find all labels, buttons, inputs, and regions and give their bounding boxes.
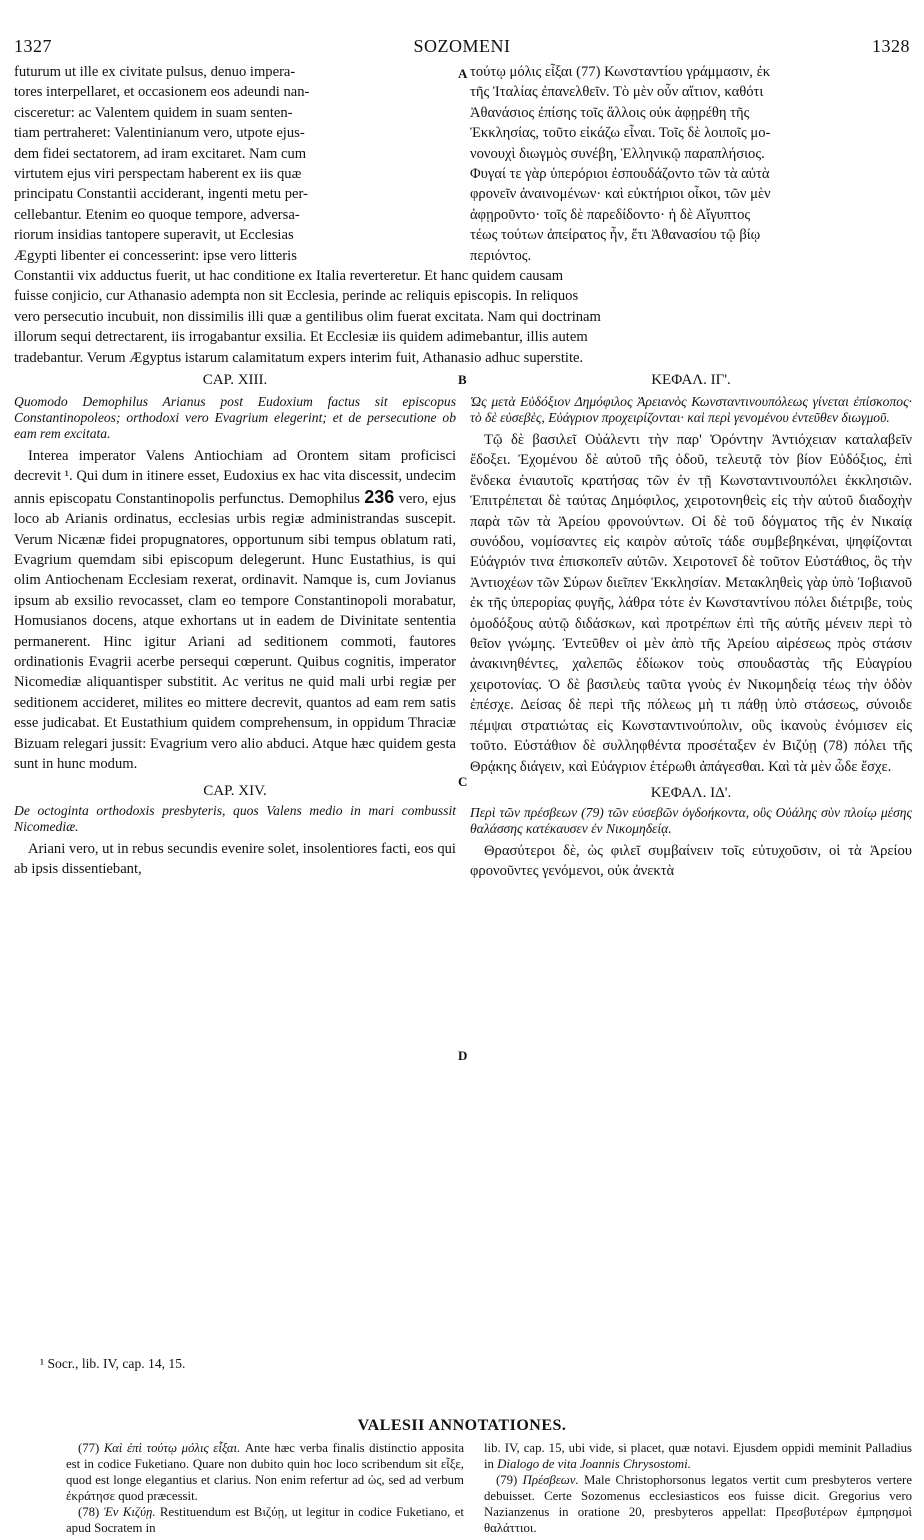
text-line: Constantii vix adductus fuerit, ut hac conditione ex Italia reverteretur. Et hanc quidem causam — [14, 268, 564, 284]
footnote: ¹ Socr., lib. IV, cap. 14, 15. — [40, 1356, 186, 1371]
chapter-13-greek-title: ΚΕΦΑΛ. ΙΓ'. — [651, 372, 731, 388]
text-line: τῆς Ἰταλίας ἐπανελθεῖν. Τὸ μὲν οὖν αἴτιον, καθότι — [470, 84, 764, 101]
note-label: (77) — [78, 1441, 100, 1455]
text-line: tradebantur. Verum Ægyptus istarum calamitatum expers interim fuit, Athanasio adhuc superstite. — [14, 349, 584, 366]
note-label: (78) — [78, 1505, 100, 1519]
annotations-right-column — [484, 1440, 912, 1536]
latin-chapters-column — [14, 370, 456, 879]
running-title: SOZOMENI — [413, 36, 511, 56]
chapter-13-greek-summary: Ὡς μετὰ Εὐδόξιον Δημόφιλος Ἀρειανὸς Κωνσταντινουπόλεως γίνεται ἐπίσκοπος· τὸ δὲ εὐσεβὲς, Εὐάγριον προχειρίζονται· καὶ περὶ γενομένου ἐντεῦθεν διωγμοῦ. — [470, 394, 912, 425]
text-line: virtutem ejus viri perspectam haberent ex iis quæ — [14, 166, 302, 183]
text-line: fuisse conjicio, cur Athanasio adempta non sit Ecclesia, perinde ac reliquis episcopis. In reliquos — [14, 288, 579, 305]
note-text: Ante hæc verba finalis distinctio apposita est in codice Fuketiano. Quare non dubito quin hoc loco scribendum sit εἶξε, quod est longe elegantius et clarius. Non enim refertur ad ὡς, sed ad verbum ἐκράτησε quod præcessit. — [66, 1441, 465, 1503]
note-lemma: Ἐν Κιζύῃ. — [103, 1505, 156, 1519]
chapter-13-latin-title: CAP. XIII. — [202, 372, 268, 388]
latin-top-column — [14, 62, 456, 266]
text-line: τέως τούτων ἀπείρατος ἦν, ἔτι Ἀθανασίου τῷ βίῳ — [470, 227, 761, 244]
text-line: Ἀθανάσιος ἐπίσης τοῖς ἄλλοις οὐκ ἀφῃρέθη τῆς — [470, 104, 750, 121]
text-line: νονουχὶ διωγμὸς συνέβη, Ἑλληνικῷ παραπλήσιος. — [470, 145, 765, 162]
text-line: Ἐκκλησίας, τοῦτο εἰκάζω εἶναι. Τοῖς δὲ λοιποῖς μο- — [470, 125, 771, 142]
latin-text-part: vero, ejus loco ab Arianis ordinatus, ecclesias urbis regiæ administrandas suscepit. Verum Nicænæ fidei propugnatores, opportunum sibi tempus oblatum rati, Evagrium quemdam sibi episcopum delegerunt. Hunc Eustathius, is qui olim Antiochenam Ecclesiam rexerat, ordinavit. Namque is, cum Jovianus ipsum ab exsilio revocasset, clam eo tempore Constantinopoli morabatur, Homusianos docens, atque exhortans ut in eadem de Divinitate sententia permanerent. Hinc igitur Ariani ad seditionem commoti, fautores ordinationis Evagrii acerbe persequi cœperunt. Quibus cognitis, imperator Nicomediæ aliquantisper substitit. Ac veritus ne quid mali urbi regiæ per seditionem accideret, milites eo mittere decrevit, quantos ad eam rem satis esse judicabat. Et Eustathium quidem comprehensum, in oppidum Thraciæ Bizuam relegari jussit: Evagrium vero alio abduci. Atque hæc quidem gesta sunt in hunc modum. — [14, 490, 456, 773]
text-line: illorum sequi detrectarent, iis irrogabantur exsilia. Et Ecclesiæ iis quidem adimebantur, illis autem — [14, 329, 588, 346]
text-line: φρονεῖν ἀναινομένων· καὶ εὐκτήριοι οἶκοι, τῶν μὲν — [470, 186, 771, 203]
text-line: futurum ut ille ex civitate pulsus, denuo impera- — [14, 64, 296, 80]
latin-text-part: Interea imperator Valens Antiochiam ad Orontem sitam proficisci decrevit ¹. Qui dum in itinere esset, Eudoxius ex hac vita discessit, undecim annis episcopatu Constantinopolis perfunctus. Demophilus — [14, 448, 456, 507]
note-italic-title: Dialogo de vita Joannis Chrysostomi. — [497, 1457, 691, 1471]
annotation-78 — [66, 1504, 464, 1536]
text-line: principatu Constantii acciderant, ingenti metu per- — [14, 186, 308, 203]
latin-full-width-paragraph — [14, 266, 912, 368]
right-page-number: 1328 — [872, 36, 910, 56]
edition-column-number: 236 — [364, 486, 395, 507]
text-line: tores interpellaret, et occasionem eos adeundi nan- — [14, 84, 310, 101]
text-line: tiam pertraheret: Valentinianum vero, utpote ejus- — [14, 125, 305, 142]
text-line: vero persecutio incubuit, non dissimilis illi quæ a gentilibus olim fuerat excitata. Nam qui doctrinam — [14, 308, 601, 325]
note-text: lib. IV, cap. 15, ubi vide, si placet, quæ notavi. Ejusdem oppidi meminit Palladius in — [484, 1441, 912, 1471]
margin-marker-a: A — [458, 66, 468, 81]
chapter-13-latin-summary: Quomodo Demophilus Arianus post Eudoxium factus sit episcopus Constantinopoleos; orthodoxi vero Evagrium elegerint; et de persecutione ob eam rem excitata. — [14, 394, 456, 441]
chapter-13-greek-text: Τῷ δὲ βασιλεῖ Οὐάλεντι τὴν παρ' Ὀρόντην Ἀντιόχειαν καταλαβεῖν ἔδοξει. Ἐχομένου δὲ αὐτοῦ τῆς ὁδοῦ, τελευτᾷ τὸν βίον Εὐδόξιος, ἐπὶ ἕνδεκα ἐνιαυτοῖς κρατήσας τῶν ἐν τῇ Κωνσταντινουπόλει ἐκκλησιῶν. Ἐπιτρέπεται δὲ ταύτας Δημόφιλος, χειροτονηθεὶς εἰς τὴν αὐτοῦ διαδοχὴν παρὰ τῶν τὰ Ἀρείου φρονούντων. Οἱ δὲ τοῦ δόγματος τῆς ἐν Νικαίᾳ συνόδου, νομίσαντες εἰς καιρὸν αὐτοῖς τάδε συμβεβηκέναι, ψηφίζονται Εὐάγριόν τινα ἐπισκοπεῖν αὐτῶν. Χειροτονεῖ δὲ τοῦτον Εὐστάθιος, ὃς τὴν Ἀντιοχέων τῶν Σύρων διεῖπεν Ἐκκλησίαν. Μετακληθεὶς γὰρ ὑπὸ Ἰοβιανοῦ ἐκ τῆς ὑπερορίας φυγῆς, λάθρα τότε ἐν Κωνσταντίνου πόλει διέτριβε, τοὺς ὁμοδόξους αὐτῷ διδάσκων, καὶ προτρέπων ἐπὶ τῆς αὐτῆς μένειν περὶ τὸ θεῖον γνώμης. Ἐντεῦθεν οἱ μὲν ἀπὸ τῆς Ἀρείου αἱρέσεως πρὸς στάσιν ἀνακινηθέντες, χαλεπῶς ἐδίωκον τοὺς σπουδαστὰς τῆς Εὐαγρίου χειροτονίας. Ὁ δὲ βασιλεὺς ταῦτα γνοὺς ἐν Νικομηδείᾳ τέως τὴν ὁδὸν ἐπέσχε. Δείσας δὲ περὶ τῆς πόλεως μὴ τι πάθῃ ὑπὸ στάσεως, σύνοιδε πέμψαι στρατιώτας εἰς Κωνσταντινούπολιν, οὓς ἱκανοὺς ἐνόμισεν εἰς τοῦτο. Εὐστάθιον δὲ συλληφθέντα προσέταξεν ἐν Βιζύῃ (78) πόλει τῆς Θρᾴκης διάγειν, καὶ Εὐάγριον ἑτέρωθι ἀπάγεσθαι. Καὶ τὰ μὲν ὧδε ἔσχε. — [470, 432, 912, 775]
chapter-14-greek-summary: Περὶ τῶν πρέσβεων (79) τῶν εὐσεβῶν ὀγδοήκοντα, οὓς Οὐάλης σὺν πλοίῳ μέσης θαλάσσης κατέκαυσεν ἐν Νικομηδείᾳ. — [470, 804, 912, 836]
chapter-14-latin-summary: De octoginta orthodoxis presbyteris, quos Valens medio in mari combussit Nicomediæ. — [14, 802, 456, 834]
note-lemma: Πρέσβεων. — [522, 1473, 579, 1487]
greek-chapters-column — [470, 370, 912, 882]
note-text: Male Christophorsonus legatos vertit cum presbyteros vertere debuisset. Certe Sozomenus ecclesiasticos eos fuisse dicit. Gregorius vero Nazianzenus in oratione 20, presbyteros appellat: Πρεσβυτέρων ἐμπρησμοὶ θαλάττιοι. — [484, 1473, 912, 1535]
annotation-79 — [484, 1472, 912, 1536]
text-line: Ægypti libenter ei concesserint: ipse vero litteris — [14, 247, 297, 264]
annotation-78-continued — [484, 1440, 912, 1472]
text-line: ἀφῃροῦντο· τοῖς δὲ παρεδίδοντο· ἡ δὲ Αἴγυπτος — [470, 206, 751, 223]
text-line: τούτῳ μόλις εἶξαι (77) Κωνσταντίου γράμμασιν, ἐκ — [470, 64, 771, 80]
chapter-14-greek-title: ΚΕΦΑΛ. ΙΔ'. — [650, 784, 732, 801]
text-line: Φυγαί τε γὰρ ὑπερόριοι ἐσπουδάζοντο τῶν τὰ αὐτὰ — [470, 166, 770, 183]
greek-top-column — [470, 62, 912, 266]
chapter-14-latin-text: Ariani vero, ut in rebus secundis evenire solet, insolentiores facti, eos qui ab ipsis dissentiebant, — [14, 840, 456, 877]
chapter-14-latin-title: CAP. XIV. — [203, 782, 267, 799]
annotations-left-column — [66, 1440, 464, 1536]
note-label: (79) — [496, 1473, 518, 1487]
text-line: περιόντος. — [470, 247, 532, 264]
text-line: cellebantur. Etenim eo quoque tempore, adversa- — [14, 206, 300, 223]
annotation-77 — [66, 1440, 464, 1504]
note-text: Restituendum est Βιζύῃ, ut legitur in codice Fuketiano, et apud Socratem in — [66, 1505, 464, 1535]
left-page-number: 1327 — [14, 36, 52, 56]
margin-marker-d: D — [458, 1048, 468, 1063]
text-line: cisceretur: ac Valentem quidem in suam senten- — [14, 104, 293, 121]
chapter-14-greek-text: Θρασύτεροι δὲ, ὡς φιλεῖ συμβαίνειν τοῖς εὐτυχοῦσιν, οἱ τὰ Ἀρείου φρονοῦντες γενόμενοι, οὐκ ἀνεκτὰ — [470, 842, 912, 880]
text-line: dem fidei sectatorem, ad iram excitaret. Nam cum — [14, 145, 307, 162]
chapter-13-latin-text — [14, 446, 456, 775]
text-line: riorum insidias tantopere superavit, ut Ecclesias — [14, 227, 294, 244]
margin-marker-b: B — [458, 372, 467, 387]
annotations-title: VALESII ANNOTATIONES. — [357, 1417, 567, 1434]
note-lemma: Καὶ ἐπὶ τούτῳ μόλις εἶξαι. — [103, 1441, 241, 1455]
margin-marker-c: C — [458, 774, 468, 789]
